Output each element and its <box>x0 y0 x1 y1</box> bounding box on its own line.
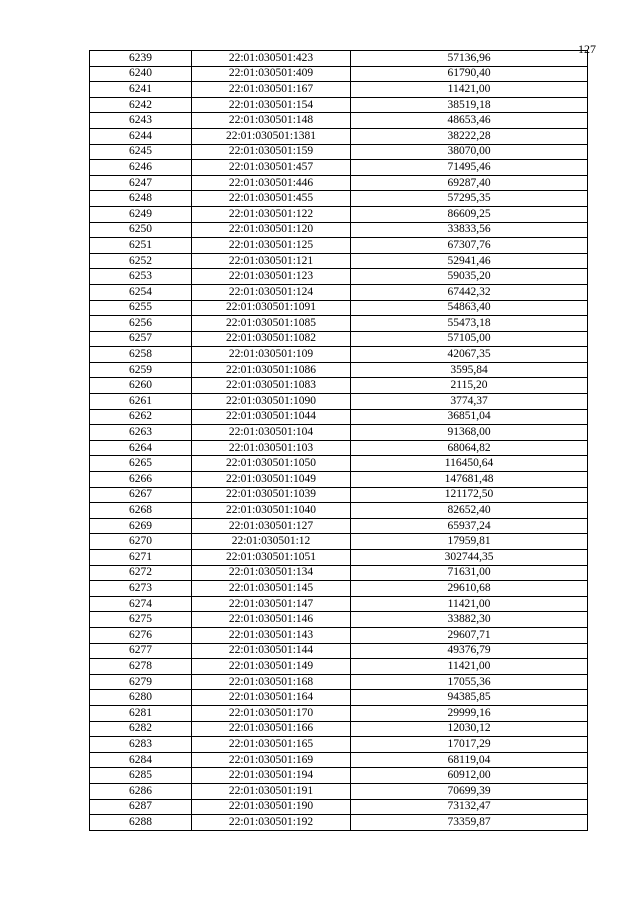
table-row <box>90 768 588 784</box>
value-cell: 29607,71 <box>351 627 588 643</box>
value-cell: 86609,25 <box>351 206 588 222</box>
cadastral-number-cell: 22:01:030501:1050 <box>192 456 351 472</box>
cadastral-number-cell: 22:01:030501:154 <box>192 97 351 113</box>
row-number-cell: 6284 <box>90 752 192 768</box>
row-number-cell: 6264 <box>90 440 192 456</box>
value-cell: 69287,40 <box>351 175 588 191</box>
cadastral-number-cell: 22:01:030501:423 <box>192 51 351 67</box>
cadastral-number-cell: 22:01:030501:122 <box>192 206 351 222</box>
table-row <box>90 51 588 67</box>
cadastral-number-cell: 22:01:030501:1039 <box>192 487 351 503</box>
cadastral-number-cell: 22:01:030501:1083 <box>192 378 351 394</box>
table-row <box>90 425 588 441</box>
cadastral-number-cell: 22:01:030501:1091 <box>192 300 351 316</box>
value-cell: 116450,64 <box>351 456 588 472</box>
cadastral-number-cell: 22:01:030501:1082 <box>192 331 351 347</box>
cadastral-number-cell: 22:01:030501:191 <box>192 783 351 799</box>
value-cell: 2115,20 <box>351 378 588 394</box>
table-row <box>90 440 588 456</box>
table-row <box>90 206 588 222</box>
table-row <box>90 113 588 129</box>
row-number-cell: 6278 <box>90 659 192 675</box>
cadastral-number-cell: 22:01:030501:1086 <box>192 362 351 378</box>
value-cell: 54863,40 <box>351 300 588 316</box>
value-cell: 48653,46 <box>351 113 588 129</box>
table-row <box>90 487 588 503</box>
row-number-cell: 6276 <box>90 627 192 643</box>
cadastral-number-cell: 22:01:030501:1085 <box>192 316 351 332</box>
table-row <box>90 721 588 737</box>
cadastral-number-cell: 22:01:030501:457 <box>192 160 351 176</box>
row-number-cell: 6267 <box>90 487 192 503</box>
row-number-cell: 6286 <box>90 783 192 799</box>
row-number-cell: 6274 <box>90 596 192 612</box>
cadastral-number-cell: 22:01:030501:104 <box>192 425 351 441</box>
value-cell: 42067,35 <box>351 347 588 363</box>
row-number-cell: 6260 <box>90 378 192 394</box>
value-cell: 12030,12 <box>351 721 588 737</box>
value-cell: 55473,18 <box>351 316 588 332</box>
cadastral-number-cell: 22:01:030501:192 <box>192 815 351 831</box>
value-cell: 36851,04 <box>351 409 588 425</box>
row-number-cell: 6253 <box>90 269 192 285</box>
value-cell: 52941,46 <box>351 253 588 269</box>
value-cell: 59035,20 <box>351 269 588 285</box>
row-number-cell: 6288 <box>90 815 192 831</box>
cadastral-value-table <box>89 50 588 831</box>
value-cell: 3595,84 <box>351 362 588 378</box>
value-cell: 11421,00 <box>351 659 588 675</box>
value-cell: 29999,16 <box>351 705 588 721</box>
row-number-cell: 6268 <box>90 503 192 519</box>
cadastral-number-cell: 22:01:030501:455 <box>192 191 351 207</box>
row-number-cell: 6249 <box>90 206 192 222</box>
row-number-cell: 6277 <box>90 643 192 659</box>
table-row <box>90 737 588 753</box>
cadastral-number-cell: 22:01:030501:123 <box>192 269 351 285</box>
table-row <box>90 160 588 176</box>
table-row <box>90 175 588 191</box>
row-number-cell: 6273 <box>90 581 192 597</box>
table-row <box>90 394 588 410</box>
cadastral-number-cell: 22:01:030501:1049 <box>192 472 351 488</box>
table-row <box>90 752 588 768</box>
table-row <box>90 565 588 581</box>
row-number-cell: 6248 <box>90 191 192 207</box>
table-row <box>90 82 588 98</box>
table-row <box>90 472 588 488</box>
table-row <box>90 534 588 550</box>
row-number-cell: 6266 <box>90 472 192 488</box>
value-cell: 29610,68 <box>351 581 588 597</box>
row-number-cell: 6250 <box>90 222 192 238</box>
table-row <box>90 456 588 472</box>
value-cell: 91368,00 <box>351 425 588 441</box>
row-number-cell: 6262 <box>90 409 192 425</box>
row-number-cell: 6287 <box>90 799 192 815</box>
cadastral-number-cell: 22:01:030501:1090 <box>192 394 351 410</box>
row-number-cell: 6258 <box>90 347 192 363</box>
row-number-cell: 6282 <box>90 721 192 737</box>
value-cell: 71495,46 <box>351 160 588 176</box>
cadastral-number-cell: 22:01:030501:148 <box>192 113 351 129</box>
table-row <box>90 378 588 394</box>
row-number-cell: 6251 <box>90 238 192 254</box>
table-row <box>90 705 588 721</box>
row-number-cell: 6285 <box>90 768 192 784</box>
value-cell: 68119,04 <box>351 752 588 768</box>
cadastral-number-cell: 22:01:030501:1040 <box>192 503 351 519</box>
table-row <box>90 503 588 519</box>
table-row <box>90 643 588 659</box>
value-cell: 82652,40 <box>351 503 588 519</box>
cadastral-number-cell: 22:01:030501:169 <box>192 752 351 768</box>
value-cell: 57105,00 <box>351 331 588 347</box>
table-row <box>90 362 588 378</box>
value-cell: 60912,00 <box>351 768 588 784</box>
row-number-cell: 6247 <box>90 175 192 191</box>
row-number-cell: 6244 <box>90 128 192 144</box>
table-row <box>90 269 588 285</box>
row-number-cell: 6256 <box>90 316 192 332</box>
cadastral-number-cell: 22:01:030501:1044 <box>192 409 351 425</box>
row-number-cell: 6242 <box>90 97 192 113</box>
value-cell: 57136,96 <box>351 51 588 67</box>
cadastral-number-cell: 22:01:030501:134 <box>192 565 351 581</box>
value-cell: 17055,36 <box>351 674 588 690</box>
row-number-cell: 6243 <box>90 113 192 129</box>
row-number-cell: 6272 <box>90 565 192 581</box>
table-row <box>90 612 588 628</box>
value-cell: 38222,28 <box>351 128 588 144</box>
table-row <box>90 659 588 675</box>
cadastral-number-cell: 22:01:030501:145 <box>192 581 351 597</box>
cadastral-number-cell: 22:01:030501:146 <box>192 612 351 628</box>
row-number-cell: 6240 <box>90 66 192 82</box>
table-row <box>90 409 588 425</box>
value-cell: 57295,35 <box>351 191 588 207</box>
cadastral-number-cell: 22:01:030501:12 <box>192 534 351 550</box>
cadastral-number-cell: 22:01:030501:446 <box>192 175 351 191</box>
value-cell: 61790,40 <box>351 66 588 82</box>
row-number-cell: 6255 <box>90 300 192 316</box>
table-row <box>90 815 588 831</box>
value-cell: 33882,30 <box>351 612 588 628</box>
cadastral-number-cell: 22:01:030501:147 <box>192 596 351 612</box>
row-number-cell: 6257 <box>90 331 192 347</box>
cadastral-number-cell: 22:01:030501:1381 <box>192 128 351 144</box>
value-cell: 3774,37 <box>351 394 588 410</box>
table-row <box>90 518 588 534</box>
table-row <box>90 128 588 144</box>
table-row <box>90 550 588 566</box>
cadastral-number-cell: 22:01:030501:124 <box>192 284 351 300</box>
value-cell: 67307,76 <box>351 238 588 254</box>
cadastral-number-cell: 22:01:030501:168 <box>192 674 351 690</box>
table-row <box>90 284 588 300</box>
value-cell: 67442,32 <box>351 284 588 300</box>
row-number-cell: 6254 <box>90 284 192 300</box>
cadastral-number-cell: 22:01:030501:165 <box>192 737 351 753</box>
table-row <box>90 347 588 363</box>
row-number-cell: 6246 <box>90 160 192 176</box>
value-cell: 147681,48 <box>351 472 588 488</box>
value-cell: 17959,81 <box>351 534 588 550</box>
value-cell: 73359,87 <box>351 815 588 831</box>
table-row <box>90 690 588 706</box>
cadastral-number-cell: 22:01:030501:159 <box>192 144 351 160</box>
table-row <box>90 238 588 254</box>
cadastral-number-cell: 22:01:030501:120 <box>192 222 351 238</box>
cadastral-number-cell: 22:01:030501:143 <box>192 627 351 643</box>
cadastral-number-cell: 22:01:030501:166 <box>192 721 351 737</box>
value-cell: 302744,35 <box>351 550 588 566</box>
row-number-cell: 6241 <box>90 82 192 98</box>
cadastral-number-cell: 22:01:030501:409 <box>192 66 351 82</box>
row-number-cell: 6252 <box>90 253 192 269</box>
cadastral-number-cell: 22:01:030501:190 <box>192 799 351 815</box>
row-number-cell: 6265 <box>90 456 192 472</box>
table-row <box>90 66 588 82</box>
cadastral-number-cell: 22:01:030501:170 <box>192 705 351 721</box>
value-cell: 38519,18 <box>351 97 588 113</box>
table-row <box>90 316 588 332</box>
row-number-cell: 6280 <box>90 690 192 706</box>
row-number-cell: 6263 <box>90 425 192 441</box>
value-cell: 73132,47 <box>351 799 588 815</box>
table-row <box>90 799 588 815</box>
table-row <box>90 783 588 799</box>
table-body <box>90 51 588 831</box>
table-row <box>90 222 588 238</box>
value-cell: 65937,24 <box>351 518 588 534</box>
table-row <box>90 596 588 612</box>
table-row <box>90 144 588 160</box>
table-row <box>90 97 588 113</box>
page-number: 127 <box>578 42 596 56</box>
cadastral-number-cell: 22:01:030501:167 <box>192 82 351 98</box>
cadastral-number-cell: 22:01:030501:125 <box>192 238 351 254</box>
cadastral-number-cell: 22:01:030501:1051 <box>192 550 351 566</box>
row-number-cell: 6275 <box>90 612 192 628</box>
value-cell: 71631,00 <box>351 565 588 581</box>
cadastral-number-cell: 22:01:030501:103 <box>192 440 351 456</box>
table-row <box>90 331 588 347</box>
table-row <box>90 253 588 269</box>
table-row <box>90 627 588 643</box>
cadastral-number-cell: 22:01:030501:109 <box>192 347 351 363</box>
cadastral-number-cell: 22:01:030501:127 <box>192 518 351 534</box>
value-cell: 11421,00 <box>351 596 588 612</box>
cadastral-number-cell: 22:01:030501:121 <box>192 253 351 269</box>
cadastral-number-cell: 22:01:030501:149 <box>192 659 351 675</box>
row-number-cell: 6283 <box>90 737 192 753</box>
table-row <box>90 300 588 316</box>
value-cell: 70699,39 <box>351 783 588 799</box>
row-number-cell: 6279 <box>90 674 192 690</box>
row-number-cell: 6271 <box>90 550 192 566</box>
row-number-cell: 6270 <box>90 534 192 550</box>
row-number-cell: 6245 <box>90 144 192 160</box>
row-number-cell: 6259 <box>90 362 192 378</box>
row-number-cell: 6261 <box>90 394 192 410</box>
value-cell: 94385,85 <box>351 690 588 706</box>
value-cell: 11421,00 <box>351 82 588 98</box>
cadastral-number-cell: 22:01:030501:164 <box>192 690 351 706</box>
row-number-cell: 6239 <box>90 51 192 67</box>
cadastral-number-cell: 22:01:030501:194 <box>192 768 351 784</box>
cadastral-number-cell: 22:01:030501:144 <box>192 643 351 659</box>
value-cell: 68064,82 <box>351 440 588 456</box>
value-cell: 33833,56 <box>351 222 588 238</box>
value-cell: 38070,00 <box>351 144 588 160</box>
table-row <box>90 674 588 690</box>
value-cell: 121172,50 <box>351 487 588 503</box>
row-number-cell: 6269 <box>90 518 192 534</box>
row-number-cell: 6281 <box>90 705 192 721</box>
table-row <box>90 581 588 597</box>
table-row <box>90 191 588 207</box>
value-cell: 49376,79 <box>351 643 588 659</box>
value-cell: 17017,29 <box>351 737 588 753</box>
